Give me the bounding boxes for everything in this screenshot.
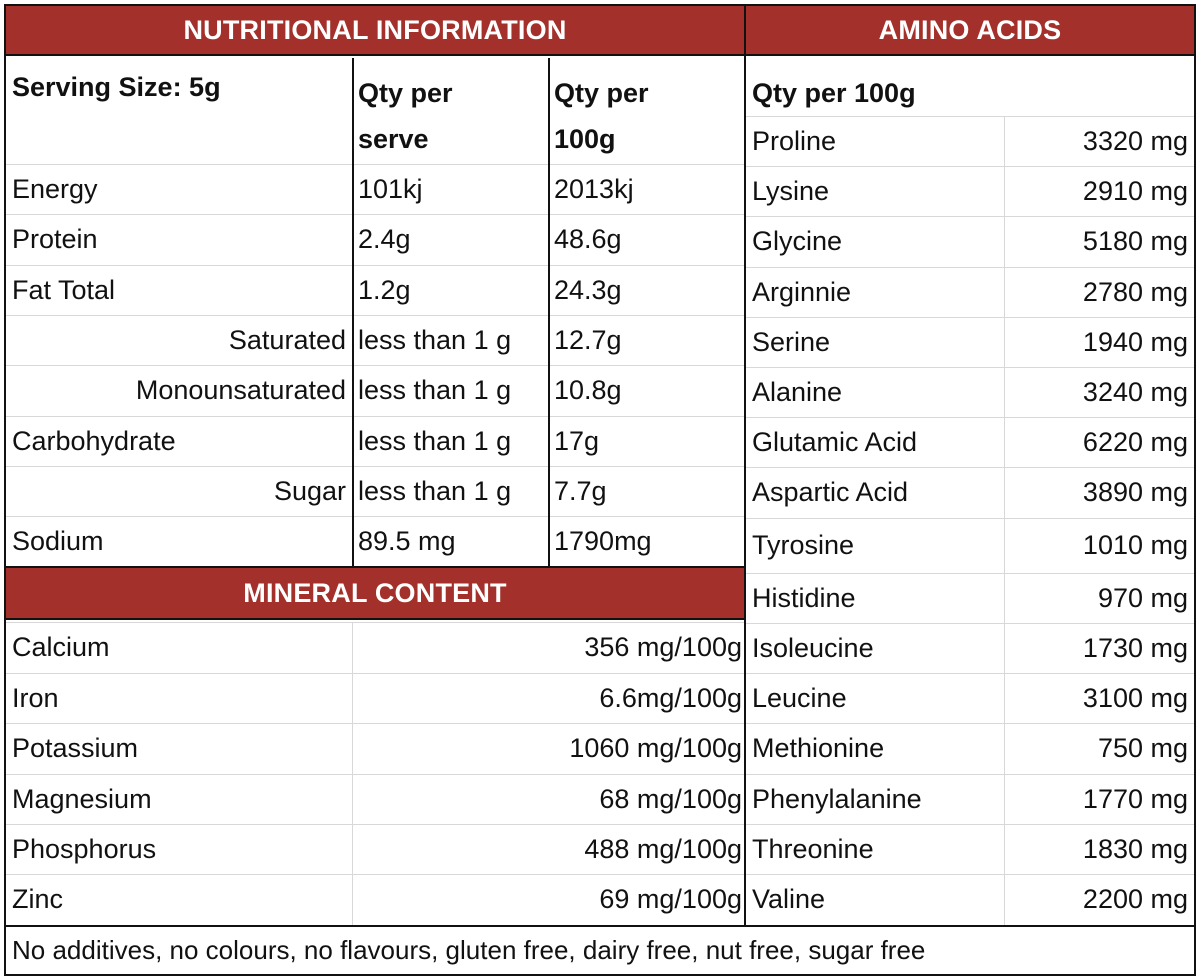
grid-line (746, 774, 1194, 775)
nutrition-header: NUTRITIONAL INFORMATION (6, 6, 744, 56)
grid-line (6, 164, 744, 165)
amino-row-value: 3320 mg (1082, 126, 1188, 156)
mineral-row-value: 488 mg/100g (584, 834, 742, 864)
mineral-row-name: Iron (12, 682, 59, 713)
mineral-row-value: 1060 mg/100g (569, 733, 742, 764)
amino-row-name: Proline (752, 126, 837, 156)
nutrition-row-per100: 24.3g (554, 274, 622, 305)
nutrition-row-per100: 48.6g (554, 224, 622, 255)
grid-line (6, 416, 744, 417)
grid-line (746, 216, 1194, 217)
amino-row-value: 3890 mg (1082, 477, 1188, 508)
amino-row-name: Glycine (752, 226, 843, 257)
nutrition-row-name: Energy (12, 174, 98, 204)
col-100-line1: Qty per (554, 78, 649, 108)
amino-row-value: 1770 mg (1082, 783, 1188, 814)
grid-line (746, 723, 1194, 724)
grid-line (6, 774, 744, 775)
amino-row-name: Phenylalanine (752, 783, 922, 814)
amino-row-name: Lysine (752, 176, 830, 207)
grid-line (746, 824, 1194, 825)
amino-row-value: 6220 mg (1082, 427, 1188, 458)
col-serve-line1: Qty per (358, 78, 453, 108)
amino-row-value: 2780 mg (1082, 276, 1188, 307)
amino-row-value: 1830 mg (1082, 833, 1188, 864)
nutrition-row-per100: 17g (554, 425, 600, 456)
amino-row-name: Glutamic Acid (752, 427, 918, 458)
mineral-row-name: Calcium (12, 632, 110, 663)
nutrition-row-serve: 2.4g (358, 224, 411, 255)
grid-line (746, 317, 1194, 318)
grid-line (6, 265, 744, 266)
nutrition-row-name: Saturated (228, 324, 346, 355)
amino-row-name: Threonine (752, 833, 874, 864)
mineral-row-value: 6.6mg/100g (599, 682, 742, 713)
amino-row-name: Histidine (752, 582, 856, 613)
nutrition-row-name: Sugar (273, 475, 346, 506)
nutrition-row-per100: 12.7g (554, 324, 622, 355)
amino-row-value: 3100 mg (1082, 683, 1188, 714)
grid-line (746, 267, 1194, 268)
grid-line (746, 518, 1194, 519)
mineral-header: MINERAL CONTENT (6, 568, 744, 620)
grid-line (6, 874, 744, 875)
amino-row-name: Leucine (752, 683, 847, 714)
grid-line (6, 673, 744, 674)
nutrition-row-serve: 1.2g (358, 274, 411, 305)
col-serve-line2: serve (358, 124, 429, 154)
amino-qty-label: Qty per 100g (752, 78, 916, 108)
amino-row-name: Aspartic Acid (752, 477, 909, 508)
nutrition-row-serve: less than 1 g (358, 425, 512, 456)
nutrition-row-name: Carbohydrate (12, 425, 176, 456)
nutrition-row-serve: 89.5 mg (358, 526, 456, 557)
nutrition-row-serve: 101kj (358, 174, 423, 204)
mineral-row-value: 69 mg/100g (599, 884, 742, 915)
mineral-row-name: Zinc (12, 884, 64, 915)
amino-row-value: 2910 mg (1082, 176, 1188, 207)
nutrition-row-name: Sodium (12, 526, 104, 557)
nutrition-row-per100: 10.8g (554, 375, 622, 406)
grid-line (6, 723, 744, 724)
nutrition-row-per100: 1790mg (554, 526, 652, 557)
mineral-row-name: Phosphorus (12, 834, 157, 864)
amino-row-name: Tyrosine (752, 529, 855, 560)
grid-line (746, 166, 1194, 167)
amino-row-name: Isoleucine (752, 633, 874, 663)
col-100-line2: 100g (554, 124, 616, 154)
amino-row-name: Alanine (752, 377, 843, 407)
grid-line (746, 417, 1194, 418)
nutrition-row-per100: 2013kj (554, 174, 634, 204)
mineral-row-value: 68 mg/100g (599, 783, 742, 814)
nutrition-row-serve: less than 1 g (358, 475, 512, 506)
amino-row-name: Methionine (752, 733, 885, 764)
mineral-row-value: 356 mg/100g (584, 632, 742, 663)
amino-row-value: 750 mg (1097, 733, 1188, 764)
grid-line (6, 516, 744, 517)
amino-row-name: Serine (752, 326, 831, 357)
grid-line (746, 673, 1194, 674)
mineral-row-name: Magnesium (12, 783, 152, 814)
grid-line (6, 315, 744, 316)
amino-row-value: 5180 mg (1082, 226, 1188, 257)
amino-row-value: 1010 mg (1082, 529, 1188, 560)
amino-row-value: 1730 mg (1082, 633, 1188, 663)
amino-row-value: 970 mg (1097, 582, 1188, 613)
grid-line (746, 573, 1194, 574)
footer-note: No additives, no colours, no flavours, gluten free, dairy free, nut free, sugar free (12, 934, 926, 965)
grid-line (746, 874, 1194, 875)
grid-line (6, 365, 744, 366)
grid-line (746, 467, 1194, 468)
grid-line (352, 58, 354, 566)
amino-row-value: 3240 mg (1082, 377, 1188, 407)
nutrition-row-name: Monounsaturated (135, 375, 346, 406)
amino-row-value: 2200 mg (1082, 884, 1188, 914)
nutrition-panel (4, 4, 1196, 976)
nutrition-row-name: Fat Total (12, 274, 116, 305)
amino-row-name: Valine (752, 884, 826, 914)
grid-line (6, 622, 744, 623)
grid-line (352, 622, 353, 924)
grid-line (548, 58, 550, 566)
grid-line (1004, 116, 1005, 925)
grid-line (6, 214, 744, 215)
nutrition-row-serve: less than 1 g (358, 375, 512, 406)
amino-header: AMINO ACIDS (746, 6, 1194, 56)
amino-row-name: Arginnie (752, 276, 852, 307)
nutrition-row-name: Protein (12, 224, 98, 255)
grid-line (6, 824, 744, 825)
grid-line (746, 116, 1194, 117)
grid-line (6, 466, 744, 467)
nutrition-row-serve: less than 1 g (358, 324, 512, 355)
serving-size-label: Serving Size: 5g (12, 72, 221, 102)
amino-row-value: 1940 mg (1082, 326, 1188, 357)
grid-line (744, 6, 746, 925)
mineral-row-name: Potassium (12, 733, 139, 764)
nutrition-row-per100: 7.7g (554, 475, 607, 506)
grid-line (746, 623, 1194, 624)
grid-line (746, 367, 1194, 368)
